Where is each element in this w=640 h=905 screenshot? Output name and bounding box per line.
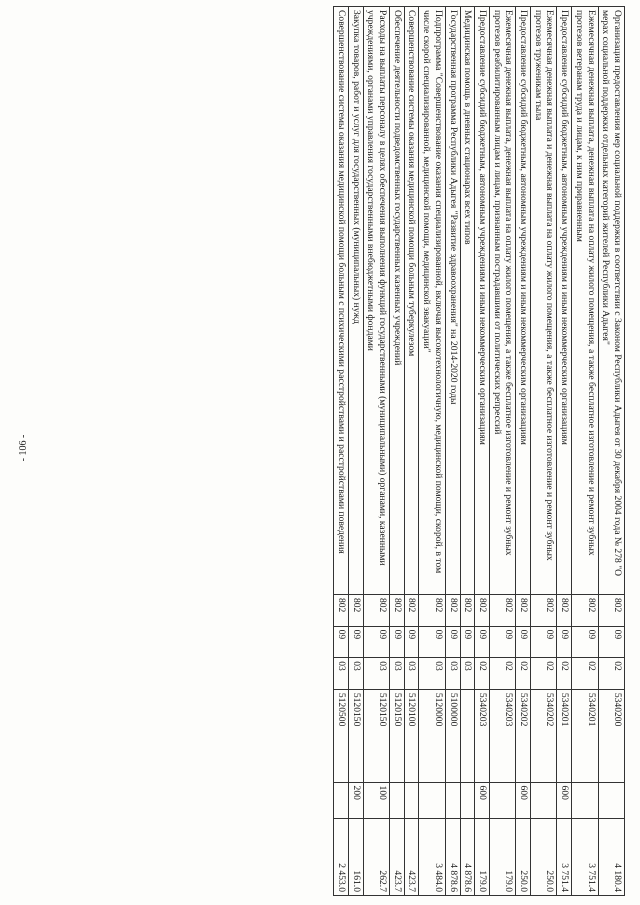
ved-code-cell: 802	[516, 594, 531, 626]
target-article-cell: 5340203	[475, 689, 490, 782]
expense-type-cell	[460, 782, 475, 818]
subsection-code-cell: 02	[557, 658, 572, 690]
section-code-cell: 09	[348, 626, 363, 658]
table-row	[557, 7, 572, 896]
amount-cell: 4 878.6	[460, 818, 475, 896]
section-code-cell: 09	[419, 626, 445, 658]
section-code-cell: 09	[475, 626, 490, 658]
target-article-cell: 5120100	[404, 689, 419, 782]
ved-code-cell: 802	[419, 594, 445, 626]
ved-code-cell: 802	[348, 594, 363, 626]
target-article-cell: 5100000	[445, 689, 460, 782]
section-code-cell: 09	[531, 626, 557, 658]
row-name-cell: Совершенствование системы оказания медицинской помощи больным с психическими расстройствами и расстройствами поведения	[334, 7, 349, 595]
row-name-cell: Медицинская помощь в дневных стационарах всех типов	[460, 7, 475, 595]
target-article-cell: 5340202	[531, 689, 557, 782]
row-name-cell: Ежемесячная денежная выплата, денежная выплата на оплату жилого помещения, а также бесплатное изготовление и ремонт зубных протезов ветеранам труда и лицам, к ним приравненным	[572, 7, 598, 595]
expense-type-cell	[404, 782, 419, 818]
amount-cell: 3 751.4	[572, 818, 598, 896]
table-row	[348, 7, 363, 896]
ved-code-cell: 802	[404, 594, 419, 626]
table-row	[419, 7, 445, 896]
expense-type-cell	[419, 782, 445, 818]
table-row	[334, 7, 349, 896]
expense-type-cell	[489, 782, 515, 818]
section-code-cell: 09	[489, 626, 515, 658]
section-code-cell: 09	[598, 626, 624, 658]
subsection-code-cell: 03	[363, 658, 389, 690]
amount-cell: 4 180.4	[598, 818, 624, 896]
row-name-cell: Ежемесячная денежная выплата, денежная выплата на оплату жилого помещения, а также бесплатное изготовление и ремонт зубных протезов реабилитированным лицам и лицам, признанным пострадавшими от политических репрессий	[489, 7, 515, 595]
ved-code-cell: 802	[390, 594, 405, 626]
row-name-cell: Предоставление субсидий бюджетным, автономным учреждениям и иным некоммерческим организациям	[516, 7, 531, 595]
expense-type-cell: 200	[348, 782, 363, 818]
expense-type-cell	[445, 782, 460, 818]
rotated-table-container	[25, 6, 625, 896]
row-name-cell: Предоставление субсидий бюджетным, автономным учреждениям и иным некоммерческим организациям	[557, 7, 572, 595]
ved-code-cell: 802	[460, 594, 475, 626]
target-article-cell: 5120150	[363, 689, 389, 782]
row-name-cell: Обеспечение деятельности подведомственных государственных казенных учреждений	[390, 7, 405, 595]
target-article-cell	[460, 689, 475, 782]
section-code-cell: 09	[516, 626, 531, 658]
subsection-code-cell: 03	[390, 658, 405, 690]
table-row	[363, 7, 389, 896]
target-article-cell: 5340201	[557, 689, 572, 782]
expense-type-cell	[531, 782, 557, 818]
row-name-cell: Организация предоставления мер социальной поддержки в соответствии с Законом Республики Адыгея от 30 декабря 2004 года № 278 "О мерах социальной поддержки отдельных категорий жителей Республики Адыгея"	[598, 7, 624, 595]
row-name-cell: Совершенствование системы оказания медицинской помощи больным туберкулезом	[404, 7, 419, 595]
amount-cell: 179.0	[475, 818, 490, 896]
row-name-cell: Расходы на выплаты персоналу в целях обеспечения выполнения функций государственными (муниципальными) органами, казенными учреждениями, органами управления государственными внебюджетными фондами	[363, 7, 389, 595]
budget-table	[333, 6, 625, 896]
amount-cell: 423.7	[404, 818, 419, 896]
row-name-cell: Закупка товаров, работ и услуг для государственных (муниципальных) нужд	[348, 7, 363, 595]
subsection-code-cell: 02	[531, 658, 557, 690]
expense-type-cell: 600	[516, 782, 531, 818]
subsection-code-cell: 03	[419, 658, 445, 690]
section-code-cell: 09	[460, 626, 475, 658]
ved-code-cell: 802	[598, 594, 624, 626]
target-article-cell: 5340201	[572, 689, 598, 782]
amount-cell: 4 878.6	[445, 818, 460, 896]
target-article-cell: 5340200	[598, 689, 624, 782]
section-code-cell: 09	[334, 626, 349, 658]
amount-cell: 3 484.0	[419, 818, 445, 896]
section-code-cell: 09	[390, 626, 405, 658]
ved-code-cell: 802	[445, 594, 460, 626]
section-code-cell: 09	[404, 626, 419, 658]
expense-type-cell	[390, 782, 405, 818]
ved-code-cell: 802	[475, 594, 490, 626]
row-name-cell: Государственная программа Республики Адыгея "Развитие здравоохранения" на 2014-2020 годы	[445, 7, 460, 595]
target-article-cell: 5340203	[489, 689, 515, 782]
expense-type-cell: 600	[475, 782, 490, 818]
amount-cell: 250.0	[516, 818, 531, 896]
table-row	[531, 7, 557, 896]
section-code-cell: 09	[363, 626, 389, 658]
table-row	[390, 7, 405, 896]
ved-code-cell: 802	[572, 594, 598, 626]
target-article-cell: 5120150	[390, 689, 405, 782]
table-row	[475, 7, 490, 896]
table-row	[598, 7, 624, 896]
target-article-cell: 5120500	[334, 689, 349, 782]
amount-cell: 423.7	[390, 818, 405, 896]
table-row	[516, 7, 531, 896]
table-row	[460, 7, 475, 896]
section-code-cell: 09	[557, 626, 572, 658]
expense-type-cell: 600	[557, 782, 572, 818]
subsection-code-cell: 02	[475, 658, 490, 690]
subsection-code-cell: 02	[572, 658, 598, 690]
section-code-cell: 09	[572, 626, 598, 658]
amount-cell: 161.0	[348, 818, 363, 896]
section-code-cell: 09	[445, 626, 460, 658]
amount-cell: 262.7	[363, 818, 389, 896]
budget-table-body	[334, 7, 625, 896]
target-article-cell: 5120150	[348, 689, 363, 782]
row-name-cell: Подпрограмма "Совершенствование оказания специализированной, включая высокотехнологичную, медицинской помощи, скорой, в том числе скорой специализированной, медицинской помощи, медицинской эвакуации"	[419, 7, 445, 595]
expense-type-cell: 100	[363, 782, 389, 818]
subsection-code-cell: 02	[516, 658, 531, 690]
target-article-cell: 5340202	[516, 689, 531, 782]
page-number: - 106 -	[18, 434, 29, 462]
subsection-code-cell: 03	[445, 658, 460, 690]
expense-type-cell	[334, 782, 349, 818]
table-row	[572, 7, 598, 896]
ved-code-cell: 802	[531, 594, 557, 626]
table-row	[445, 7, 460, 896]
amount-cell: 3 751.4	[557, 818, 572, 896]
subsection-code-cell: 03	[348, 658, 363, 690]
ved-code-cell: 802	[334, 594, 349, 626]
subsection-code-cell: 03	[460, 658, 475, 690]
ved-code-cell: 802	[557, 594, 572, 626]
ved-code-cell: 802	[363, 594, 389, 626]
amount-cell: 179.0	[489, 818, 515, 896]
subsection-code-cell: 02	[489, 658, 515, 690]
subsection-code-cell: 02	[598, 658, 624, 690]
target-article-cell: 5120000	[419, 689, 445, 782]
table-row	[489, 7, 515, 896]
amount-cell: 2 453.0	[334, 818, 349, 896]
row-name-cell: Ежемесячная денежная выплата и денежная выплата на оплату жилого помещения, а также бесплатное изготовление и ремонт зубных протезов труженикам тыла	[531, 7, 557, 595]
expense-type-cell	[598, 782, 624, 818]
subsection-code-cell: 03	[334, 658, 349, 690]
table-row	[404, 7, 419, 896]
expense-type-cell	[572, 782, 598, 818]
amount-cell: 250.0	[531, 818, 557, 896]
row-name-cell: Предоставление субсидий бюджетным, автономным учреждениям и иным некоммерческим организациям	[475, 7, 490, 595]
ved-code-cell: 802	[489, 594, 515, 626]
subsection-code-cell: 03	[404, 658, 419, 690]
